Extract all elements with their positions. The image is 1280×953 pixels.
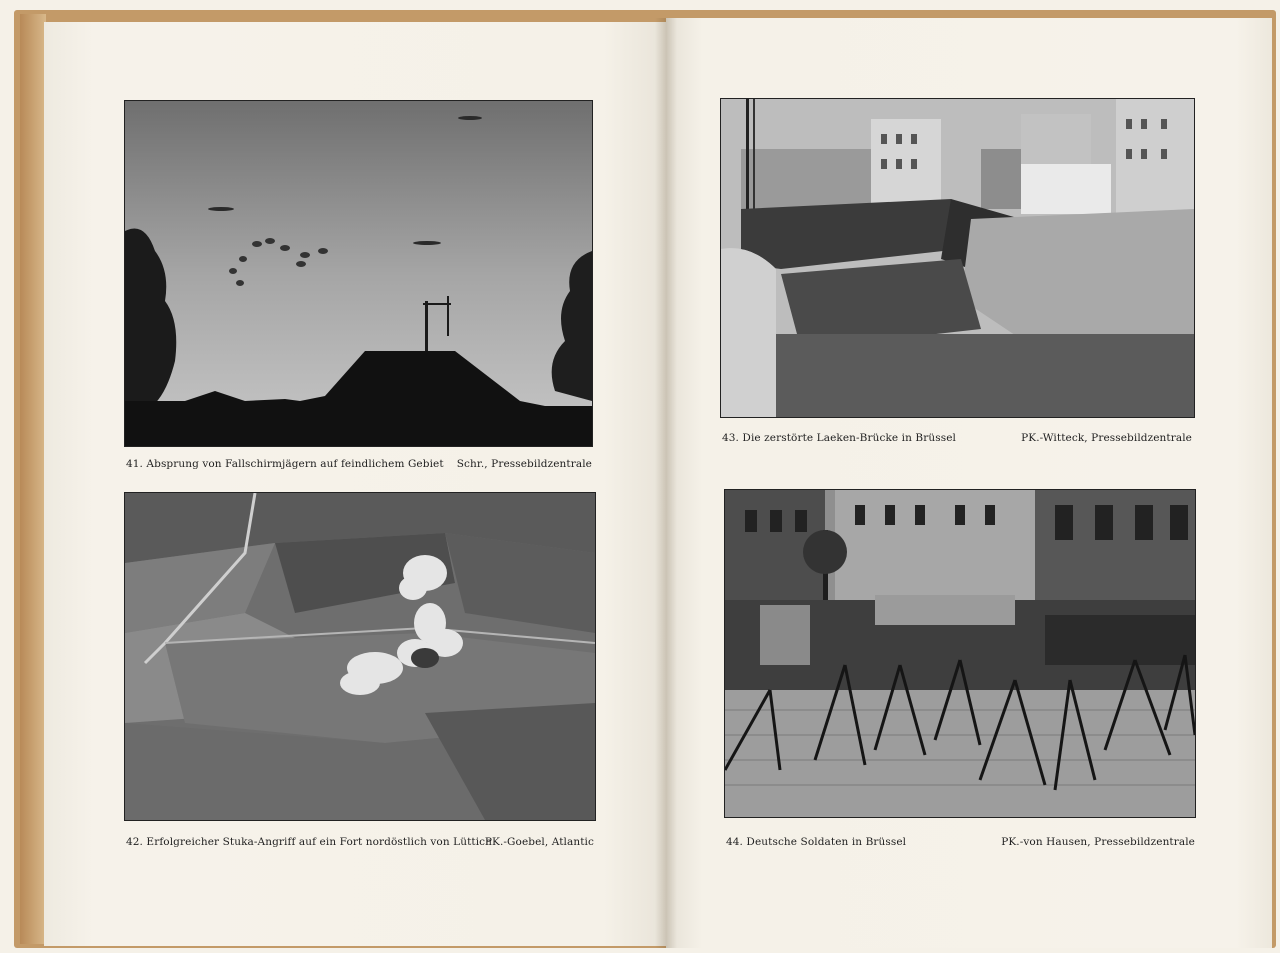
credit-42: PK.-Goebel, Atlantic <box>484 836 594 848</box>
credit-41: Schr., Pressebildzentrale <box>456 458 592 470</box>
page-edges <box>20 14 46 944</box>
photo-destroyed-bridge <box>720 98 1195 418</box>
caption-43: 43. Die zerstörte Laeken-Brücke in Brüssel <box>722 432 956 444</box>
photo-soldiers-brussels <box>724 489 1196 818</box>
credit-44: PK.-von Hausen, Pressebildzentrale <box>1001 836 1195 848</box>
photo-parachute-jump <box>124 100 593 447</box>
caption-42: 42. Erfolgreicher Stuka-Angriff auf ein Fort nordöstlich von Lüttich <box>126 836 493 848</box>
book-gutter <box>655 18 677 948</box>
caption-44: 44. Deutsche Soldaten in Brüssel <box>726 836 907 848</box>
credit-43: PK.-Witteck, Pressebildzentrale <box>1021 432 1192 444</box>
photo-stuka-attack <box>124 492 596 821</box>
caption-41: 41. Absprung von Fallschirmjägern auf feindlichem Gebiet <box>126 458 444 470</box>
